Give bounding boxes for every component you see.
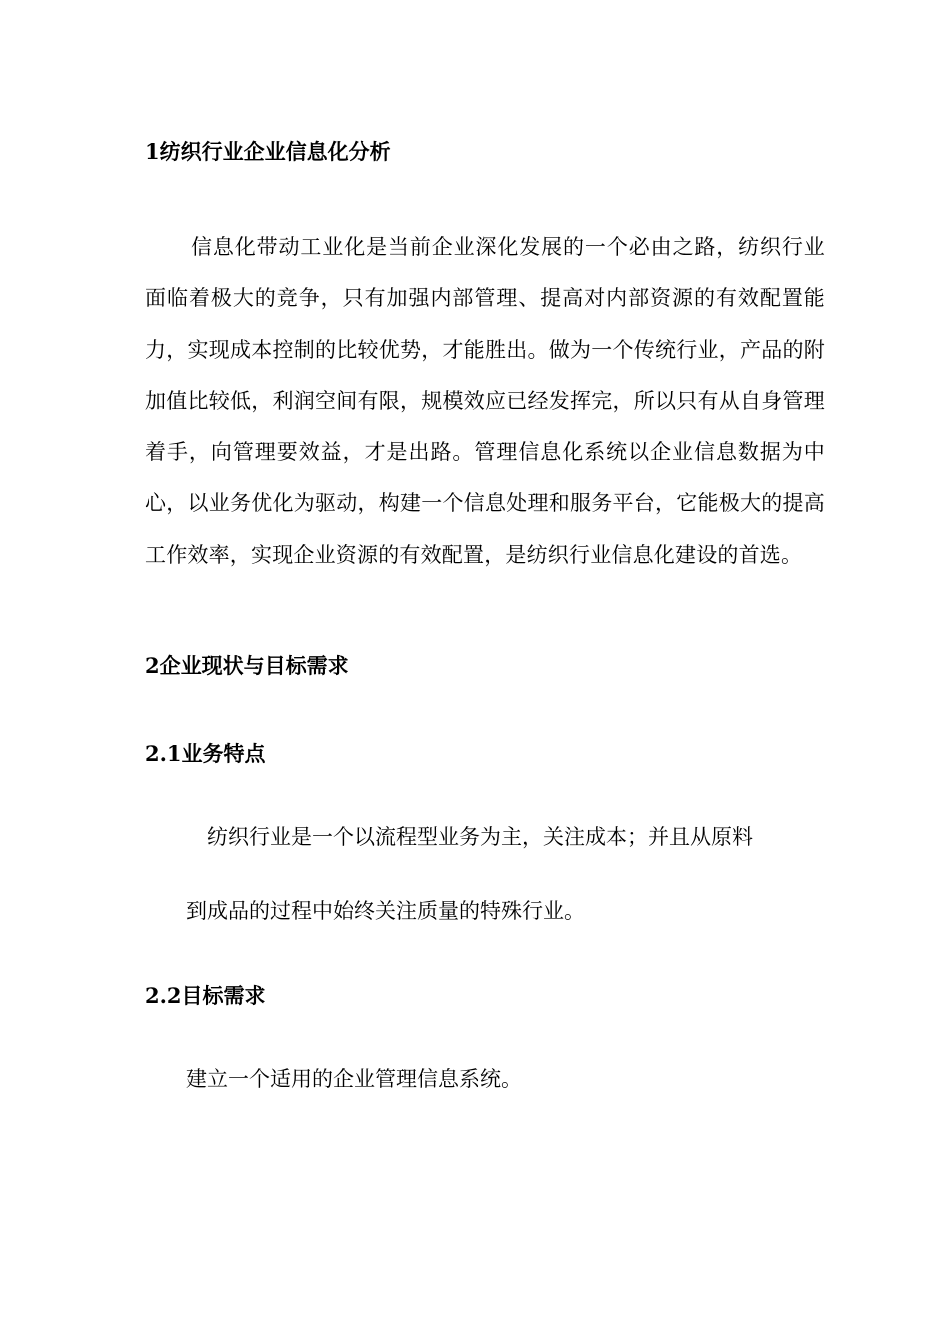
section-2-2-line-1: 建立一个适用的企业管理信息系统。	[186, 1067, 522, 1091]
section-1-paragraph: 信息化带动工业化是当前企业深化发展的一个必由之路，纺织行业面临着极大的竞争，只有加强内部管理、提高对内部资源的有效配置能力，实现成本控制的比较优势，才能胜出。做为一个传统行业，产品的附加值比较低，利润空间有限，规模效应已经发挥完，所以只有从自身管理着手，向管理要效益，才是出路。管理信息化系统以企业信息数据为中心，以业务优化为驱动，构建一个信息处理和服务平台，它能极大的提高工作效率，实现企业资源的有效配置，是纺织行业信息化建设的首选。	[145, 235, 825, 567]
section-2-1-line-2: 到成品的过程中始终关注质量的特殊行业。	[186, 899, 585, 923]
section-2-2-heading: 2.2目标需求	[145, 983, 266, 1008]
section-2-1-line-1: 纺织行业是一个以流程型业务为主，关注成本；并且从原料	[207, 825, 753, 849]
section-1-heading: 1纺织行业企业信息化分析	[145, 139, 391, 164]
section-2-heading: 2企业现状与目标需求	[145, 653, 349, 678]
section-2-1-heading: 2.1业务特点	[145, 741, 266, 766]
